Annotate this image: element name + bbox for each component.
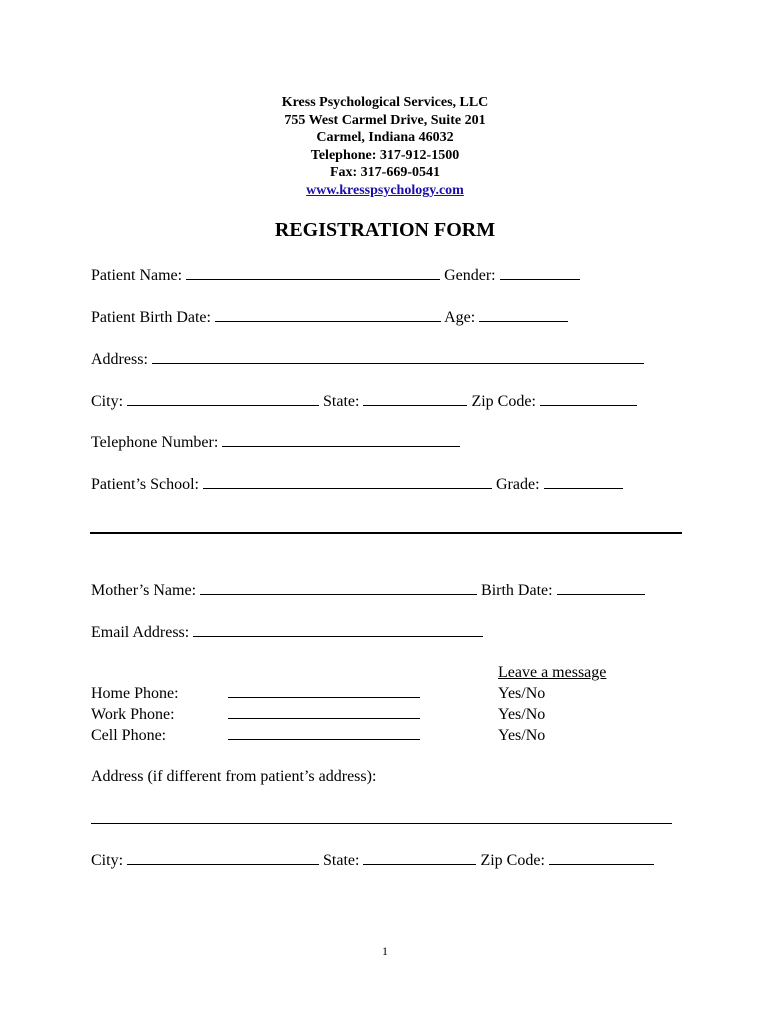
address-line-2: Carmel, Indiana 46032 xyxy=(316,130,454,146)
section-divider xyxy=(90,532,682,534)
telephone-label: Telephone Number: xyxy=(91,434,219,451)
address-row xyxy=(91,348,644,370)
birth-date-label: Patient Birth Date: xyxy=(91,309,211,326)
age-label: Age: xyxy=(444,309,476,326)
home-phone-yes-no[interactable]: Yes/No xyxy=(498,685,546,702)
mother-city-field[interactable] xyxy=(127,849,319,865)
work-phone-yes-no[interactable]: Yes/No xyxy=(498,706,546,723)
school-field[interactable] xyxy=(203,473,492,489)
zip-label: Zip Code: xyxy=(471,393,536,410)
telephone-field[interactable] xyxy=(222,431,460,447)
mother-birth-date-label: Birth Date: xyxy=(481,582,553,599)
gender-field[interactable] xyxy=(500,264,580,280)
birth-date-row xyxy=(91,306,568,328)
grade-field[interactable] xyxy=(544,473,623,489)
city-field[interactable] xyxy=(127,390,319,406)
city-row xyxy=(91,390,637,412)
mother-name-label: Mother’s Name: xyxy=(91,582,197,599)
birth-date-field[interactable] xyxy=(215,306,441,322)
mother-city-label: City: xyxy=(91,852,124,869)
zip-field[interactable] xyxy=(540,390,637,406)
grade-label: Grade: xyxy=(496,476,540,493)
telephone-row xyxy=(91,431,460,453)
company-name: Kress Psychological Services, LLC xyxy=(281,95,489,110)
email-label: Email Address: xyxy=(91,624,190,641)
mother-city-row xyxy=(91,849,654,871)
mother-zip-label: Zip Code: xyxy=(480,852,545,869)
state-label: State: xyxy=(323,393,360,410)
fax: Fax: 317-669-0541 xyxy=(329,165,441,181)
state-field[interactable] xyxy=(363,390,467,406)
mother-name-field[interactable] xyxy=(200,579,477,595)
work-phone-label: Work Phone: xyxy=(91,706,175,723)
address-label: Address: xyxy=(91,351,148,368)
alt-address-label: Address (if different from patient’s address): xyxy=(91,768,377,785)
home-phone-field[interactable] xyxy=(228,683,420,698)
form-title: REGISTRATION FORM xyxy=(274,219,496,241)
mother-state-label: State: xyxy=(323,852,360,869)
home-phone-label: Home Phone: xyxy=(91,685,179,702)
cell-phone-label: Cell Phone: xyxy=(91,727,167,744)
email-field[interactable] xyxy=(193,621,483,637)
website-link[interactable]: www.kresspsychology.com xyxy=(306,182,464,198)
cell-phone-yes-no[interactable]: Yes/No xyxy=(498,727,546,744)
letterhead xyxy=(0,94,770,200)
cell-phone-field[interactable] xyxy=(228,725,420,740)
page-number: 1 xyxy=(382,944,388,958)
gender-label: Gender: xyxy=(444,267,496,284)
telephone: Telephone: 317-912-1500 xyxy=(310,147,460,163)
work-phone-field[interactable] xyxy=(228,704,420,719)
mother-name-row xyxy=(91,579,645,601)
address-field[interactable] xyxy=(152,348,644,364)
mother-zip-field[interactable] xyxy=(549,849,654,865)
patient-name-field[interactable] xyxy=(186,264,440,280)
leave-message-heading: Leave a message xyxy=(498,664,607,681)
age-field[interactable] xyxy=(479,306,568,322)
school-label: Patient’s School: xyxy=(91,476,199,493)
patient-name-label: Patient Name: xyxy=(91,267,183,284)
city-label: City: xyxy=(91,393,124,410)
mother-birth-date-field[interactable] xyxy=(557,579,645,595)
email-row xyxy=(91,621,483,643)
mother-state-field[interactable] xyxy=(363,849,476,865)
alt-address-field[interactable] xyxy=(91,823,672,824)
school-row xyxy=(91,473,623,495)
patient-name-row xyxy=(91,264,580,286)
address-line-1: 755 West Carmel Drive, Suite 201 xyxy=(284,112,486,128)
